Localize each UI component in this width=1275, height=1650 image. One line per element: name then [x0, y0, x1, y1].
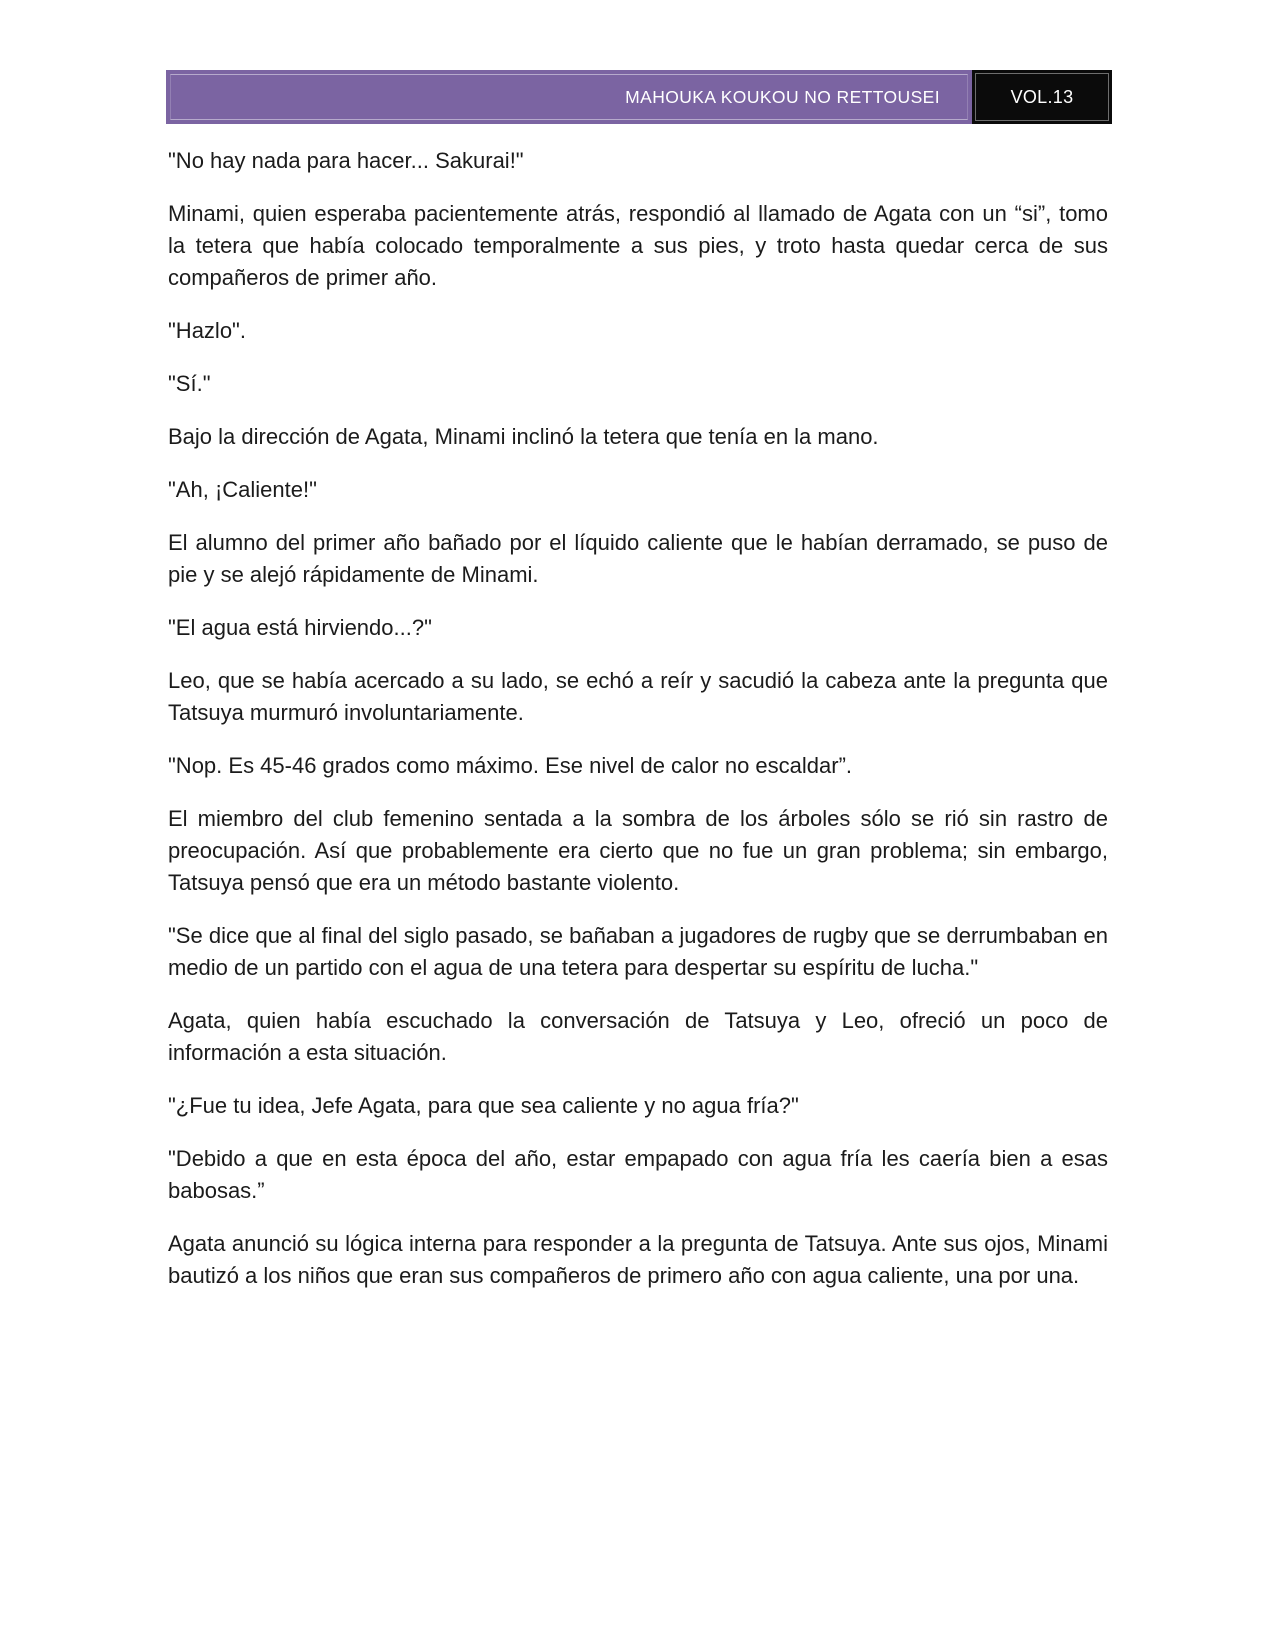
paragraph: "Debido a que en esta época del año, estar empapado con agua fría les caería bien a esas babosas.”: [168, 1146, 1108, 1203]
paragraph: "Nop. Es 45-46 grados como máximo. Ese nivel de calor no escaldar”.: [168, 753, 853, 778]
body-text: [168, 145, 1108, 1313]
paragraph: El alumno del primer año bañado por el líquido caliente que le habían derramado, se puso de pie y se alejó rápidamente de Minami.: [168, 530, 1108, 587]
paragraph: "¿Fue tu idea, Jefe Agata, para que sea caliente y no agua fría?": [168, 1093, 799, 1118]
volume-label: VOL.13: [1010, 86, 1074, 107]
paragraph: Bajo la dirección de Agata, Minami inclinó la tetera que tenía en la mano.: [168, 424, 879, 449]
paragraph: "Ah, ¡Caliente!": [168, 477, 317, 502]
paragraph: Agata anunció su lógica interna para responder a la pregunta de Tatsuya. Ante sus ojos, Minami bautizó a los niños que eran sus compañeros de primero año con agua caliente, una por una.: [168, 1231, 1108, 1288]
paragraph: Leo, que se había acercado a su lado, se echó a reír y sacudió la cabeza ante la pregunta que Tatsuya murmuró involuntariamente.: [168, 668, 1108, 725]
paragraph: "No hay nada para hacer... Sakurai!": [168, 148, 524, 173]
page-header-banner: [166, 70, 1112, 124]
paragraph: "Se dice que al final del siglo pasado, se bañaban a jugadores de rugby que se derrumbaban en medio de un partido con el agua de una tetera para despertar su espíritu de lucha.": [168, 923, 1108, 980]
paragraph: "Sí.": [168, 371, 211, 396]
header-volume-cell: [972, 70, 1112, 124]
paragraph: "El agua está hirviendo...?": [168, 615, 432, 640]
header-title-cell: [166, 70, 972, 124]
paragraph: "Hazlo".: [168, 318, 246, 343]
book-title: MAHOUKA KOUKOU NO RETTOUSEI: [625, 86, 940, 107]
paragraph: Minami, quien esperaba pacientemente atrás, respondió al llamado de Agata con un “si”, tomo la tetera que había colocado temporalmente a sus pies, y troto hasta quedar cerca de sus compañeros de primer año.: [168, 201, 1108, 290]
paragraph: Agata, quien había escuchado la conversación de Tatsuya y Leo, ofreció un poco de información a esta situación.: [168, 1008, 1108, 1065]
paragraph: El miembro del club femenino sentada a la sombra de los árboles sólo se rió sin rastro de preocupación. Así que probablemente era cierto que no fue un gran problema; sin embargo, Tatsuya pensó que era un método bastante violento.: [168, 806, 1108, 895]
